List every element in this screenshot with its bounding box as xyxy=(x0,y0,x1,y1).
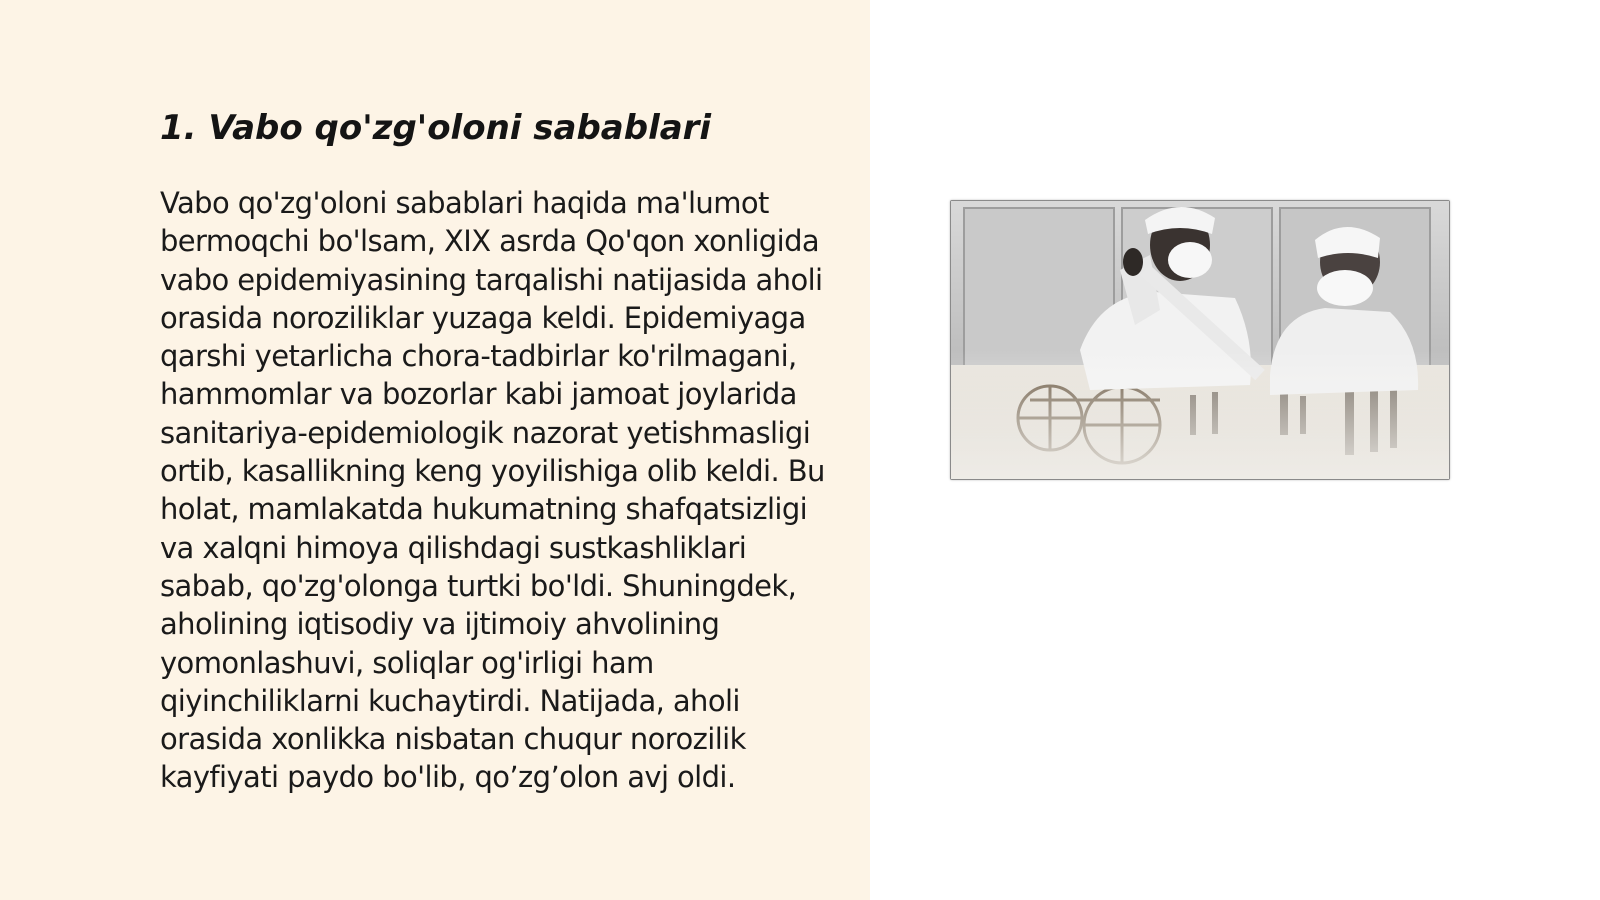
slide-body-text: Vabo qo'zg'oloni sabablari haqida ma'lumot bermoqchi bo'lsam, XIX asrda Qo'qon xonligida vabo epidemiyasining tarqalishi natijasida aholi orasida noroziliklar yuzaga keldi. Epidemiyaga qarshi yetarlicha chora-tadbirlar ko'rilmagani, hammomlar va bozorlar kabi jamoat joylarida sanitariya-epidemiologik nazorat yetishmasligi ortib, kasallikning keng yoyilishiga olib keldi. Bu holat, mamlakatda hukumatning shafqatsizligi va xalqni himoya qilishdagi sustkashliklari sabab, qo'zg'olonga turtki bo'ldi. Shuningdek, aholining iqtisodiy va ijtimoiy ahvolining yomonlashuvi, soliqlar og'irligi ham qiyinchiliklarni kuchaytirdi. Natijada, aholi orasida xonlikka nisbatan chuqur norozilik kayfiyati paydo bo'lib, qo’zg’olon avj oldi. xyxy=(160,186,825,795)
slide-title: 1. Vabo qo'zg'oloni sabablari xyxy=(160,108,712,148)
historical-photo xyxy=(950,200,1450,480)
